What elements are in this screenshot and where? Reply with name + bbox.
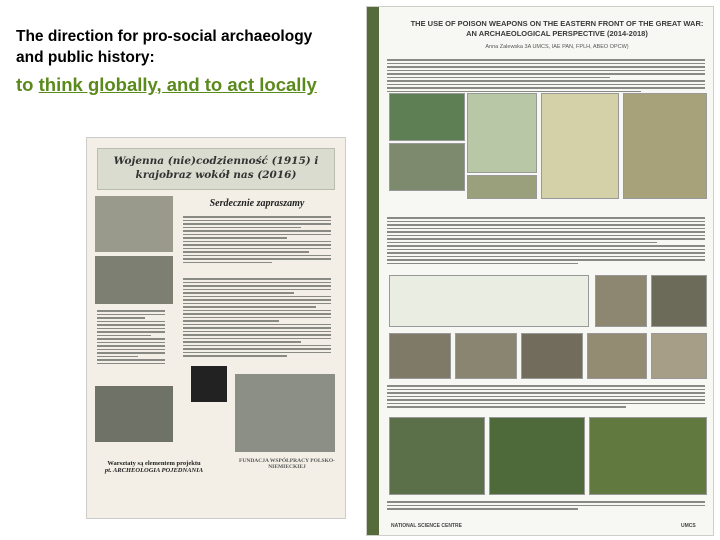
right-poster-photo-forest-2 — [489, 417, 585, 495]
right-poster-body-text-1 — [387, 217, 705, 266]
left-poster-photo-1 — [95, 196, 173, 252]
right-poster-footer-left: NATIONAL SCIENCE CENTRE — [391, 523, 462, 529]
right-poster-title-line2: AN ARCHAEOLOGICAL PERSPECTIVE (2014-2018) — [466, 29, 648, 38]
right-poster-footer-text — [387, 501, 705, 512]
right-poster-map-poland — [467, 93, 537, 173]
right-poster-side-band — [367, 7, 379, 536]
right-poster-photo-finds-1 — [389, 333, 451, 379]
left-poster-side-text — [97, 310, 165, 366]
heading-line-3 — [16, 72, 336, 98]
heading-line-3-underlined: think globally, and to act locally — [38, 74, 317, 95]
left-poster-program-text — [183, 278, 331, 359]
right-poster-map-satellite — [389, 143, 465, 191]
right-poster-photo-object — [595, 275, 647, 327]
right-poster-title-line1: THE USE OF POISON WEAPONS ON THE EASTERN FRONT OF THE GREAT WAR: — [410, 19, 704, 28]
left-poster-invite-text — [183, 216, 331, 265]
right-poster-body-text-2 — [387, 385, 705, 410]
left-poster-footer-logo: FUNDACJA WSPÓŁPRACY POLSKO-NIEMIECKIEJ — [239, 458, 335, 470]
right-poster-map-topo — [541, 93, 619, 199]
left-poster — [86, 137, 346, 519]
left-poster-logo — [191, 366, 227, 402]
right-poster-map-europe — [389, 93, 465, 141]
left-poster-footer-line2: pt. ARCHEOLOGIA POJEDNANIA — [104, 467, 204, 474]
right-poster-photo-finds-2 — [455, 333, 517, 379]
left-poster-banner — [97, 148, 335, 190]
heading-line-1: The direction for pro-social archaeology — [16, 28, 313, 45]
heading-line-3-prefix: to — [16, 74, 39, 95]
right-poster-photo-site — [651, 275, 707, 327]
right-poster-photo-field — [467, 175, 537, 199]
right-poster-photo-finds-4 — [587, 333, 647, 379]
heading-line-2: and public history: — [16, 49, 155, 66]
right-poster-footer-right: UMCS — [681, 523, 696, 529]
right-poster-chart — [389, 275, 589, 327]
right-poster-photo-finds-3 — [521, 333, 583, 379]
right-poster-author: Anna Zalewska 3A UMCS, IAE PAN, FPLH, ABEO OPCW) — [485, 44, 629, 50]
left-poster-invite-title: Serdecznie zapraszamy — [209, 198, 305, 209]
right-poster-map-aerial — [623, 93, 707, 199]
left-poster-photo-3 — [95, 386, 173, 442]
right-poster-photo-finds-5 — [651, 333, 707, 379]
left-poster-photo-4 — [235, 374, 335, 452]
right-poster-photo-forest-1 — [389, 417, 485, 495]
right-poster — [366, 6, 714, 536]
right-poster-title — [407, 19, 707, 39]
left-poster-banner-line2: krajobraz wokół nas (2016) — [135, 169, 297, 181]
right-poster-footer — [381, 521, 711, 535]
left-poster-footer-line1: Warsztaty są elementem projektu — [107, 460, 201, 467]
right-poster-intro-text — [387, 59, 705, 94]
slide-heading — [16, 26, 336, 98]
left-poster-photo-2 — [95, 256, 173, 304]
right-poster-photo-forest-3 — [589, 417, 707, 495]
left-poster-footer-text — [95, 460, 213, 474]
left-poster-banner-line1: Wojenna (nie)codzienność (1915) i — [113, 155, 319, 167]
